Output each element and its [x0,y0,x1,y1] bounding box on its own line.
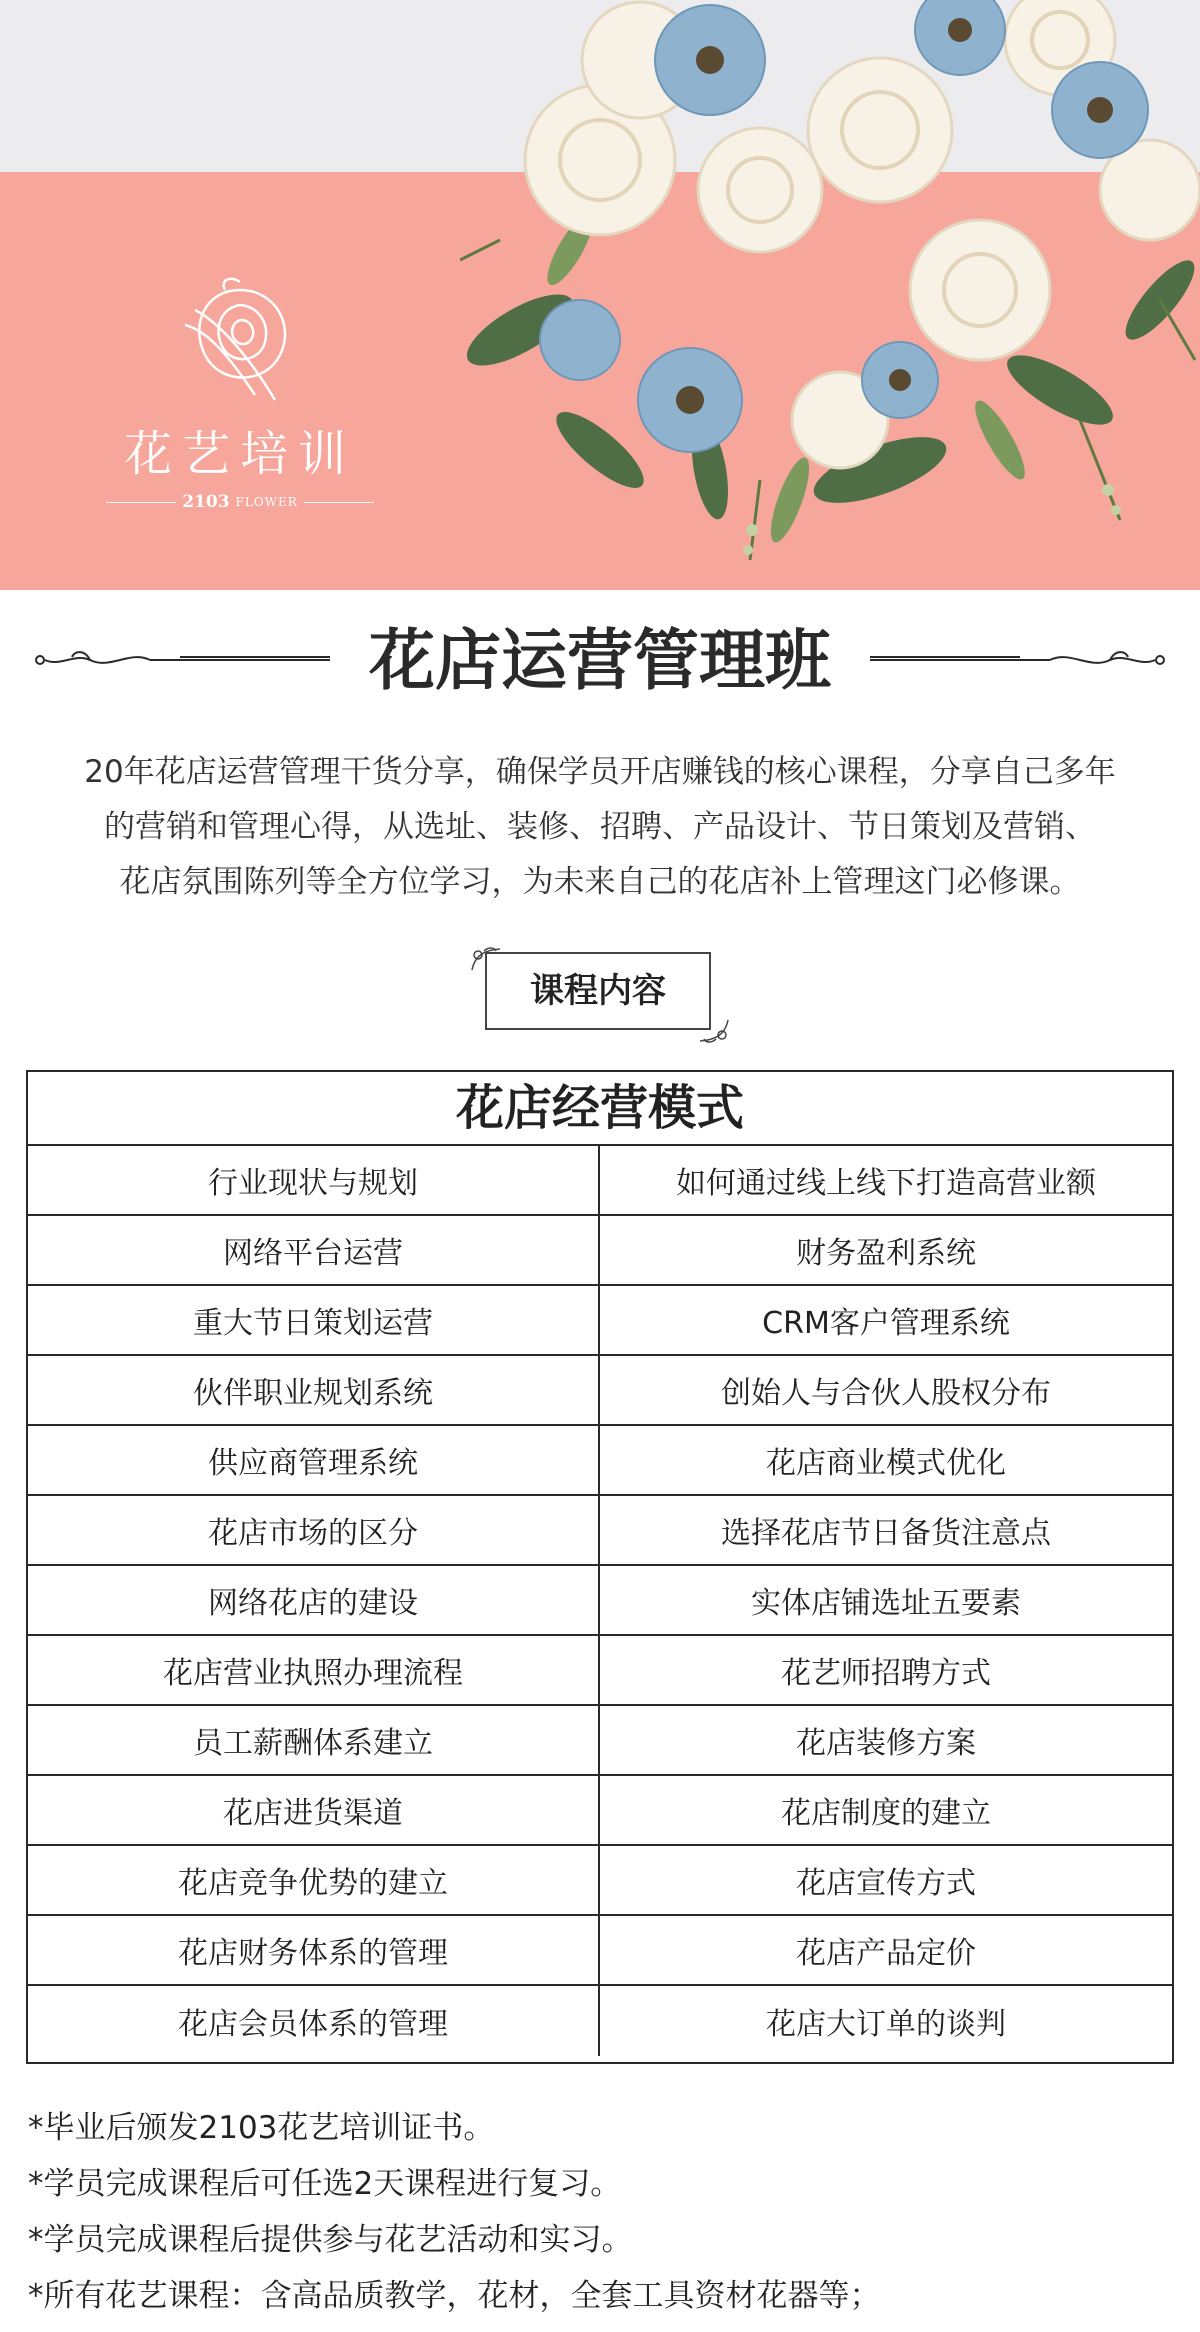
logo-number: 2103 [182,492,230,512]
table-cell: 财务盈利系统 [796,1236,976,1271]
logo-subtitle [95,492,385,512]
table-cell: 如何通过线上线下打造高营业额 [676,1166,1096,1201]
table-row [28,1216,1172,1286]
intro-line: 的营销和管理心得，从选址、装修、招聘、产品设计、节日策划及营销、 [104,809,1096,845]
course-table [26,1070,1174,2064]
flourish-right-icon [870,645,1170,675]
intro-line: 20年花店运营管理干货分享，确保学员开店赚钱的核心课程，分享自己多年 [84,754,1116,790]
intro-line: 花店氛围陈列等全方位学习，为未来自己的花店补上管理这门必修课。 [119,864,1081,900]
table-cell: 花店制度的建立 [781,1796,991,1831]
table-cell: 创始人与合伙人股权分布 [721,1376,1051,1411]
table-cell: 选择花店节日备货注意点 [721,1516,1051,1551]
logo-word: FLOWER [235,495,298,509]
table-cell: 网络花店的建设 [28,1566,600,1634]
section-label: 课程内容 [485,952,711,1030]
table-cell: 花店装修方案 [796,1726,976,1761]
note-item: *学员完成课程后提供参与花艺活动和实习。 [28,2222,633,2258]
table-row [28,1776,1172,1846]
table-row [28,1496,1172,1566]
table-cell: 花店财务体系的管理 [28,1916,600,1984]
logo-title: 花艺培训 [123,426,356,482]
brand-logo [95,270,385,530]
table-row [28,1916,1172,1986]
table-row [28,1846,1172,1916]
table-cell: 花店进货渠道 [28,1776,600,1844]
table-cell: 花店竞争优势的建立 [28,1846,600,1914]
table-row [28,1706,1172,1776]
divider [106,502,176,503]
table-row [28,1286,1172,1356]
table-cell: 花艺师招聘方式 [781,1656,991,1691]
table-row [28,1356,1172,1426]
notes-list [28,2100,1178,2324]
table-cell: 花店宣传方式 [796,1866,976,1901]
table-cell: CRM客户管理系统 [762,1306,1010,1341]
table-cell: 实体店铺选址五要素 [751,1586,1021,1621]
rose-icon [165,270,315,410]
hero-banner [0,0,1200,590]
table-cell: 伙伴职业规划系统 [28,1356,600,1424]
table-row [28,1636,1172,1706]
table-row [28,1986,1172,2056]
corner-ornament-icon [690,1015,730,1045]
table-row [28,1146,1172,1216]
table-cell: 花店会员体系的管理 [28,1986,600,2056]
table-cell: 花店大订单的谈判 [766,2007,1006,2042]
table-row [28,1566,1172,1636]
table-body [28,1146,1172,2056]
title-row [0,615,1200,705]
page-title: 花店运营管理班 [369,621,831,699]
note-item: *所有花艺课程：含高品质教学，花材，全套工具资材花器等； [28,2278,881,2314]
table-cell: 网络平台运营 [28,1216,600,1284]
divider [304,502,374,503]
table-cell: 花店商业模式优化 [766,1446,1006,1481]
table-cell: 重大节日策划运营 [28,1286,600,1354]
flourish-left-icon [30,645,330,675]
section-badge [470,945,730,1045]
note-item: *学员完成课程后可任选2天课程进行复习。 [28,2166,622,2202]
table-cell: 供应商管理系统 [28,1426,600,1494]
table-heading: 花店经营模式 [28,1072,1172,1146]
table-cell: 花店营业执照办理流程 [28,1636,600,1704]
table-cell: 员工薪酬体系建立 [28,1706,600,1774]
table-cell: 花店产品定价 [796,1936,976,1971]
table-row [28,1426,1172,1496]
intro-paragraph [40,745,1160,910]
table-cell: 花店市场的区分 [28,1496,600,1564]
note-item: *毕业后颁发2103花艺培训证书。 [28,2110,495,2146]
table-cell: 行业现状与规划 [28,1146,600,1214]
flower-bouquet-image [460,0,1200,590]
